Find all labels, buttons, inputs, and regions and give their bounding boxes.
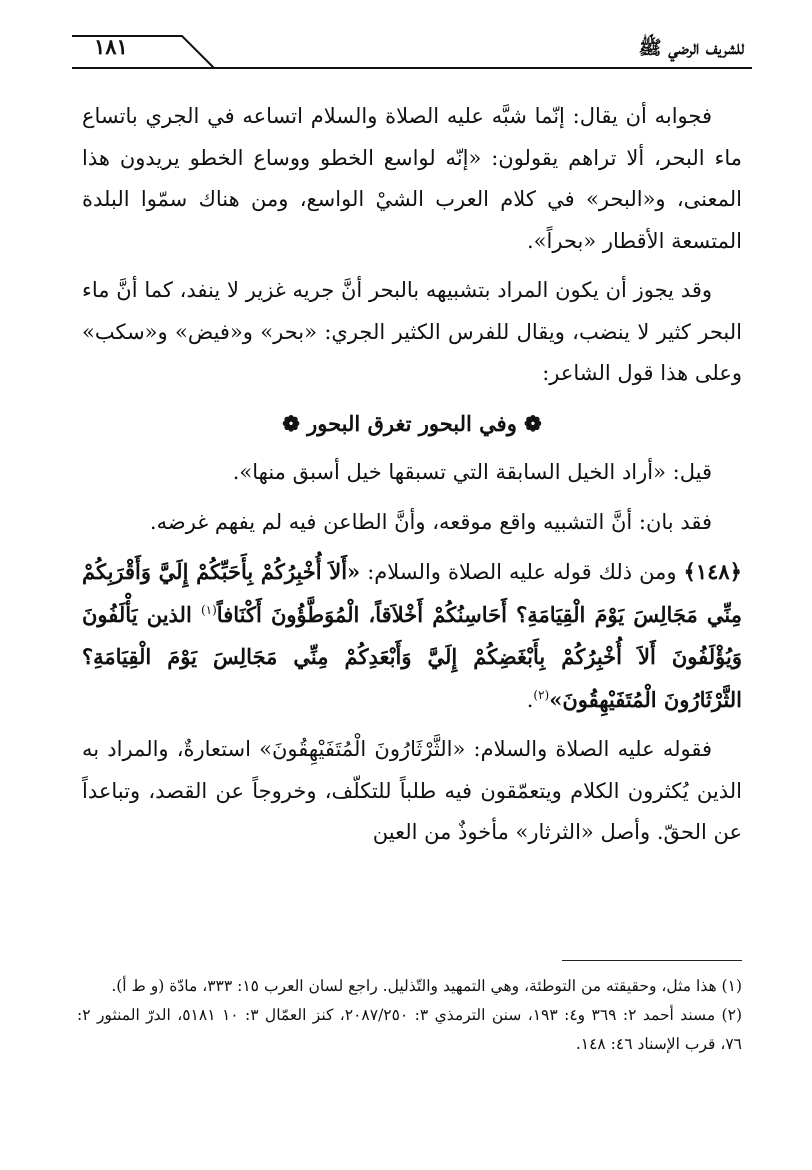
paragraph-4: فقد بان: أنَّ التشبيه واقع موقعه، وأنَّ الطاعن فيه لم يفهم غرضه. (149, 509, 712, 534)
hadith-item (82, 551, 742, 721)
paragraph-1: فجوابه أن يقال: إنّما شبَّه عليه الصلاة والسلام اتساعه في الجري باتساع ماء البحر، ألا تراهم يقولون: «إنّه لواسع الخطو ووساع الخطو يريدون هذا المعنى، و«البحر» في كلام العرب الشيْ الواسع، ومن هناك سمّوا البلدة المتسعة الأقطار «بحراً». (82, 104, 742, 253)
footnotes (77, 972, 742, 1059)
paragraph-5: فقوله عليه الصلاة والسلام: «الثَّرْثَارُونَ الْمُتَفَيْهِقُونَ» استعارةٌ، والمراد به الذين يُكثرون الكلام ويتعمّقون فيه طلباً للتكلّف، وخروجاً عن القصد، وتباعداً عن الحقّ. وأصل «الثرثار» مأخوذٌ من العين (82, 737, 742, 844)
hadith-end: . (526, 687, 534, 712)
hadith-text-part-1: «أَلاَ أُخْبِرُكُمْ بِأَحَبِّكُمْ إِلَيَّ وَأَقْرَبِكُمْ مِنِّي مَجَالِسَ يَوْمَ الْقِيَامَةِ؟ أَحَاسِنُكُمْ أَخْلاَقاً، الْمُوَطَّؤُونَ أَكْنَافاً (82, 559, 743, 627)
running-title: للشريف الرضي ﷺ (638, 37, 744, 59)
poetry-verse: ❁ وفي البحور تغرق البحور ❁ (282, 410, 542, 436)
footnote-divider (562, 960, 742, 961)
hadith-intro: ومن ذلك قوله عليه الصلاة والسلام: (360, 560, 684, 584)
hadith-text-part-2: الذين يَأْلَفُونَ وَيُؤْلَفُونَ أَلاَ أُخْبِرُكُمْ بِأَبْغَضِكُمْ إِلَيَّ وَأَبْعَدِكُمْ مِنِّي مَجَالِسَ يَوْمَ الْقِيَامَةِ؟ الثَّرْثَارُونَ الْمُتَفَيْهِقُونَ» (82, 601, 742, 712)
paragraph-2: وقد يجوز أن يكون المراد بتشبيهه بالبحر أنَّ جريه غزير لا ينفد، كما أنَّ ماء البحر كثير لا ينضب، ويقال للفرس الكثير الجري: «بحر» و«فيض» و«سكب» وعلى هذا قول الشاعر: (82, 278, 742, 385)
footnote-reference-2: (٢) (533, 687, 550, 702)
main-text (82, 96, 742, 854)
footnote-2: (٢) مسند أحمد ٢: ٣٦٩ و٤: ١٩٣، سنن الترمذي ٣: ٢٠٨٧/٢٥٠، كنز العمّال ٣: ١٠ ٥١٨١، الدرّ المنثور ٢: ٧٦، قرب الإسناد ٤٦: ١٤٨. (77, 1006, 742, 1053)
paragraph-3: قيل: «أراد الخيل السابقة التي تسبقها خيل أسبق منها». (232, 460, 712, 484)
page-header (72, 30, 752, 76)
item-number: ﴿١٤٨﴾ (683, 559, 742, 584)
page-number: ١٨١ (94, 34, 128, 59)
footnote-reference-1: (١) (200, 602, 217, 617)
footnote-1: (١) هذا مثل، وحقيقته من التوطئة، وهي التمهيد والتّذليل. راجع لسان العرب ١٥: ٣٣٣، مادّة (و ط أ). (111, 977, 742, 995)
